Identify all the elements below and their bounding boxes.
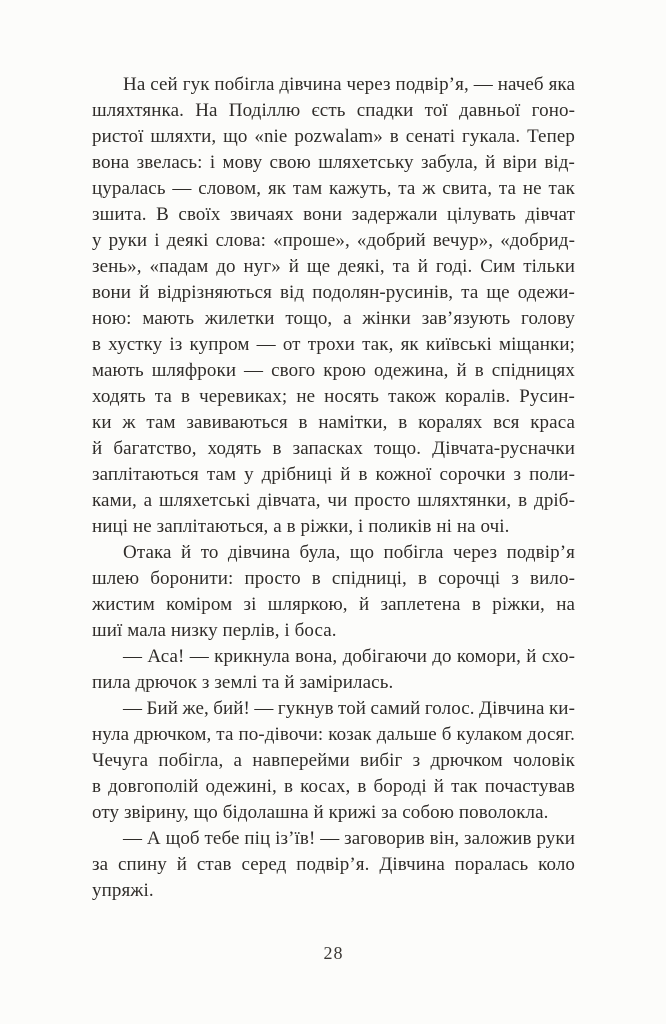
text-line-text: — Аса! — крикнула вона, добігаючи до комори, й схо- [123,646,575,667]
text-line [92,306,575,332]
text-line-text: ною: мають жилетки тощо, а жінки зав’язують голову [92,308,575,329]
text-line-text: в довгополій одежині, в косах, в бороді й так почастував [92,776,575,797]
text-line [92,280,575,306]
text-line-text: мають шляфроки — свого крою одежина, й в спідницях [92,360,575,381]
text-line-text: оту звірину, що бідолашна й крижі за собою поволокла. [92,802,549,823]
text-line [92,644,575,670]
text-line [92,72,575,98]
text-line-text: за спину й став серед подвір’я. Дівчина поралась коло [92,854,575,875]
text-line-text: вона звелась: і мову свою шляхетську забула, й віри від- [92,152,575,173]
text-line-text: вони й відрізняються від подолян-русинів, та ще одежи- [92,282,575,303]
text-line [92,410,575,436]
text-line [92,384,575,410]
text-line [92,202,575,228]
text-line-text: зшита. В своїх звичаях вони задержали цілувать дівчат [92,204,575,225]
text-line-text: — А щоб тебе піц із’їв! — заговорив він, заложив руки [123,828,575,849]
text-line [92,800,575,826]
text-line [92,540,575,566]
text-line [92,618,575,644]
text-line [92,98,575,124]
text-line-text: ристої шляхти, що «nie pozwalam» в сенаті гукала. Тепер [92,126,575,147]
text-line-text: в хустку із купром — от трохи так, як київські міщанки; [92,334,575,355]
text-line [92,852,575,878]
paragraph [92,540,575,644]
text-line [92,722,575,748]
text-line-text: жистим коміром зі шляркою, й заплетена в ріжки, на [92,594,575,615]
text-line-text: упряжі. [92,880,154,901]
text-line-text: ниці не заплітаються, а в ріжки, і поликів ні на очі. [92,516,510,537]
text-line-text: — Бий же, бий! — гукнув той самий голос. Дівчина ки- [123,698,575,719]
text-line [92,670,575,696]
text-line-text: Отака й то дівчина була, що побігла через подвір’я [123,542,575,563]
text-line-text: у руки і деякі слова: «проше», «добрий вечур», «добрид- [92,230,575,251]
text-line-text: заплітаються там у дрібниці й в кожної сорочки з поли- [92,464,575,485]
text-line [92,462,575,488]
text-line [92,124,575,150]
text-line [92,566,575,592]
text-line-text: зень», «падам до нуг» й ще деякі, та й годі. Сим тільки [92,256,575,277]
text-line-text: ками, а шляхетські дівчата, чи просто шляхтянки, в дріб- [92,490,575,511]
text-line [92,436,575,462]
text-line [92,592,575,618]
text-line [92,332,575,358]
text-line-text: ки ж там завиваються в намітки, в коралях вся краса [92,412,575,433]
text-line-text: нула дрючком, та по-дівочи: козак дальше б кулаком досяг. [92,724,575,745]
paragraph [92,826,575,904]
text-line [92,358,575,384]
text-line-text: ходять та в черевиках; не носять також коралів. Русин- [92,386,575,407]
text-line [92,150,575,176]
text-line [92,878,575,904]
text-line [92,254,575,280]
page-number: 28 [323,943,344,963]
paragraph [92,696,575,826]
paragraph [92,72,575,540]
text-line-text: цуралась — словом, як там кажуть, та ж свита, та не так [92,178,575,199]
text-line-text: Чечуга побігла, а навперейми вибіг з дрючком чоловік [92,750,575,771]
text-line-text: шиї мала низку перлів, і боса. [92,620,337,641]
text-line-text: й багатство, ходять в запасках тощо. Дівчата-русначки [92,438,575,459]
text-line-text: пила дрючок з землі та й замірилась. [92,672,394,693]
text-line [92,514,575,540]
text-block [92,72,575,904]
text-line [92,748,575,774]
text-line [92,774,575,800]
text-line [92,826,575,852]
text-line [92,176,575,202]
text-line [92,488,575,514]
text-line-text: шлею боронити: просто в спідниці, в сорочці з вило- [92,568,575,589]
text-line-text: шляхтянка. На Поділлю єсть спадки тої давньої гоно- [92,100,575,121]
text-line [92,696,575,722]
text-line-text: На сей гук побігла дівчина через подвір’я, — начеб яка [123,74,575,95]
text-line [92,228,575,254]
paragraph [92,644,575,696]
